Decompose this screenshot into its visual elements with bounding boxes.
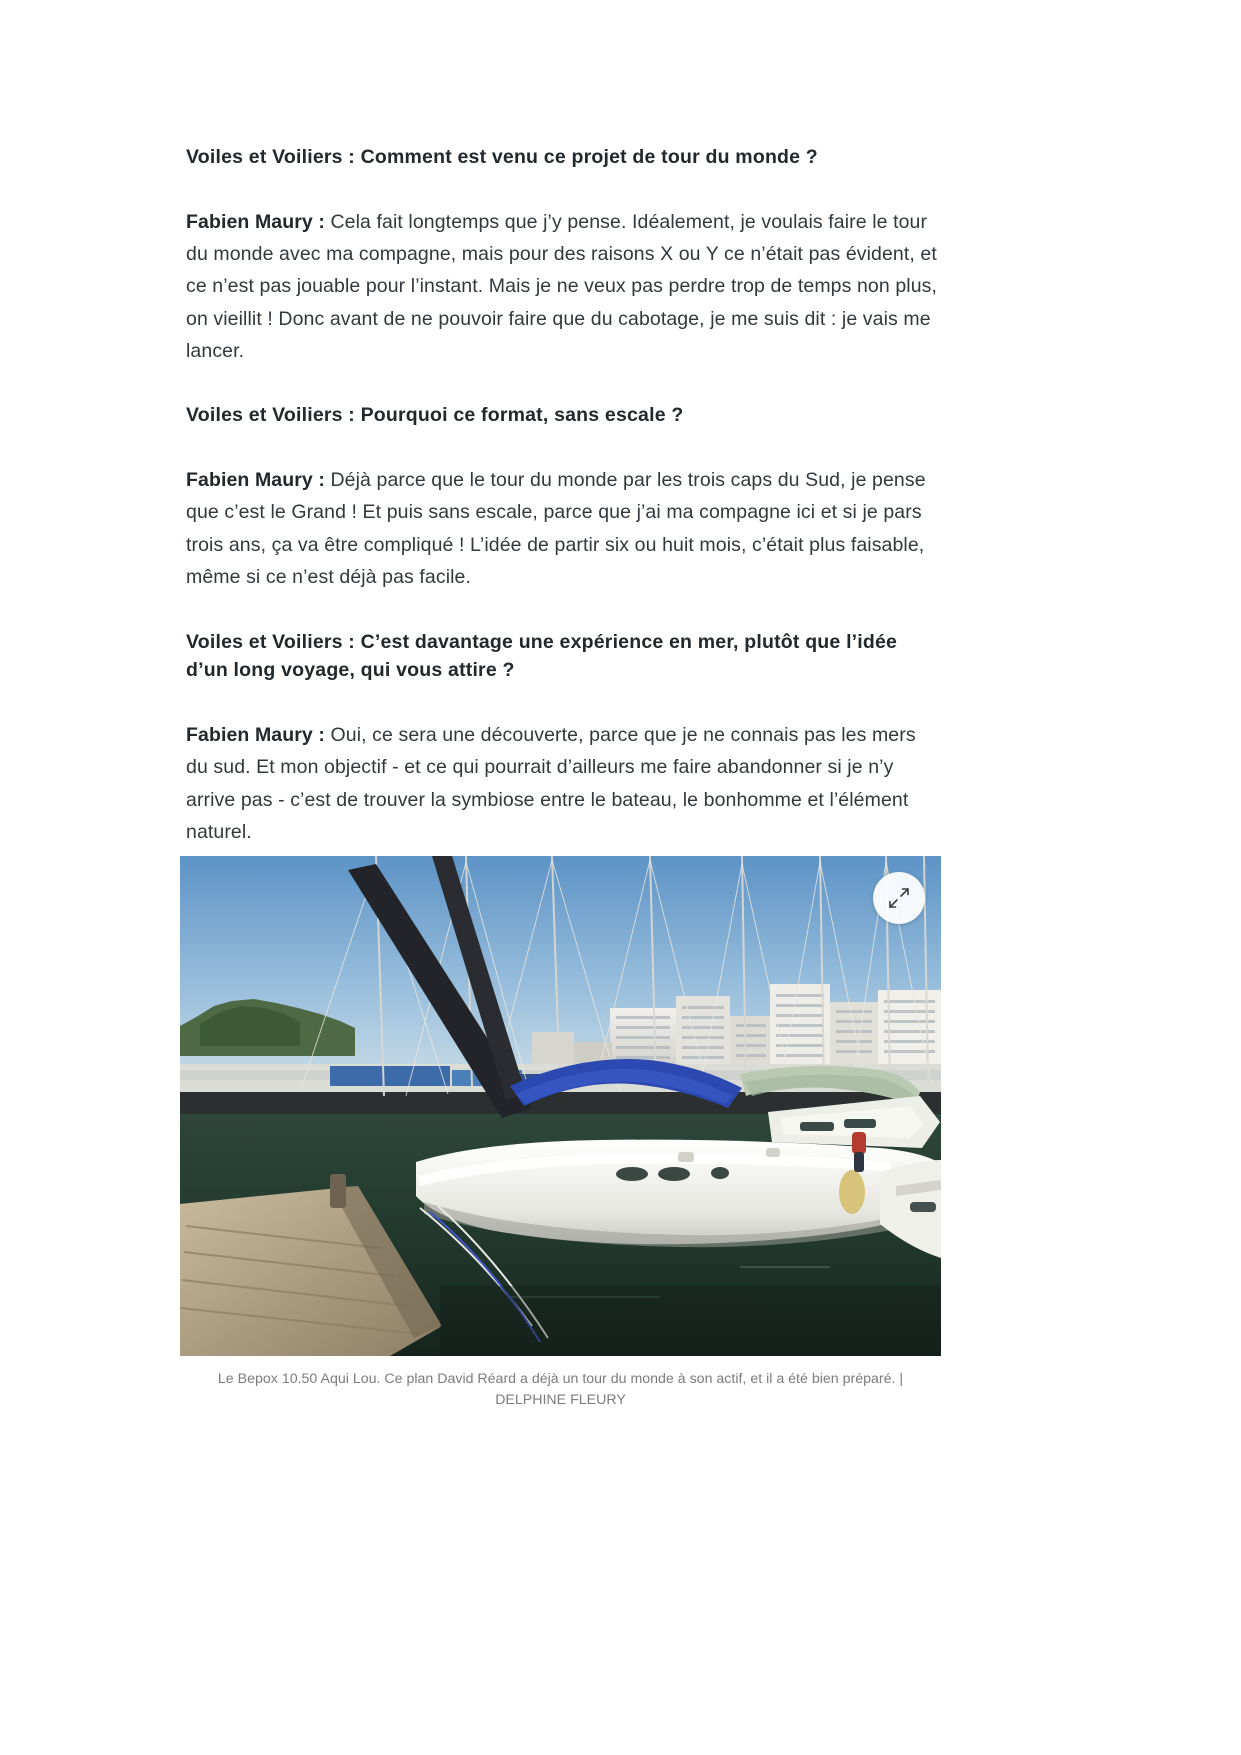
photo-container[interactable] — [180, 856, 941, 1356]
speaker-label: Fabien Maury : — [186, 210, 325, 233]
spacer — [186, 172, 940, 206]
answer-text: Cela fait longtemps que j’y pense. Idéalement, je voulais faire le tour du monde avec ma compagne, mais pour des raisons X ou Y ce n’était pas évident, et ce n’est pas jouable pour l’instant. Mais je ne veux pas perdre trop de temps non plus, on vieillit ! Donc avant de ne pouvoir faire que du cabotage, je me suis dit : je vais me lancer. — [186, 210, 937, 363]
spacer — [186, 430, 940, 464]
marina-sailboat-photo — [180, 856, 941, 1356]
expand-image-button[interactable] — [873, 872, 925, 924]
spacer — [186, 594, 940, 628]
qa-heading-1: Voiles et Voiliers : Comment est venu ce projet de tour du monde ? — [186, 146, 818, 168]
caption-credit: DELPHINE FLEURY — [495, 1391, 626, 1408]
qa-answer-1 — [186, 206, 940, 368]
spacer — [186, 367, 940, 401]
qa-heading-3: Voiles et Voiliers : C’est davantage une expérience en mer, plutôt que l’idée d’un long voyage, qui vous attire ? — [186, 630, 898, 682]
qa-answer-3 — [186, 719, 940, 848]
qa-heading-2: Voiles et Voiliers : Pourquoi ce format, sans escale ? — [186, 404, 684, 427]
expand-diagonal-arrows-icon — [887, 886, 911, 910]
article-body — [186, 143, 940, 848]
qa-answer-2 — [186, 464, 940, 593]
figure-caption — [180, 1369, 941, 1410]
speaker-label: Fabien Maury : — [186, 469, 325, 492]
answer-text: Déjà parce que le tour du monde par les trois caps du Sud, je pense que c’est le Grand ! Et puis sans escale, parce que j’ai ma compagne ici et si je pars trois ans, ça va être compliqué ! L’idée de partir six ou huit mois, c’était plus faisable, même si ce n’est déjà pas facile. — [186, 469, 926, 589]
article-figure — [180, 856, 941, 1410]
answer-text: Oui, ce sera une découverte, parce que je ne connais pas les mers du sud. Et mon objectif - et ce qui pourrait d’ailleurs me faire abandonner si je n’y arrive pas - c’est de trouver la symbiose entre le bateau, le bonhomme et l’élément naturel. — [186, 723, 916, 843]
caption-text: Le Bepox 10.50 Aqui Lou. Ce plan David Réard a déjà un tour du monde à son actif, et il a été bien préparé. | — [217, 1371, 904, 1387]
speaker-label: Fabien Maury : — [186, 723, 325, 746]
spacer — [186, 685, 940, 719]
